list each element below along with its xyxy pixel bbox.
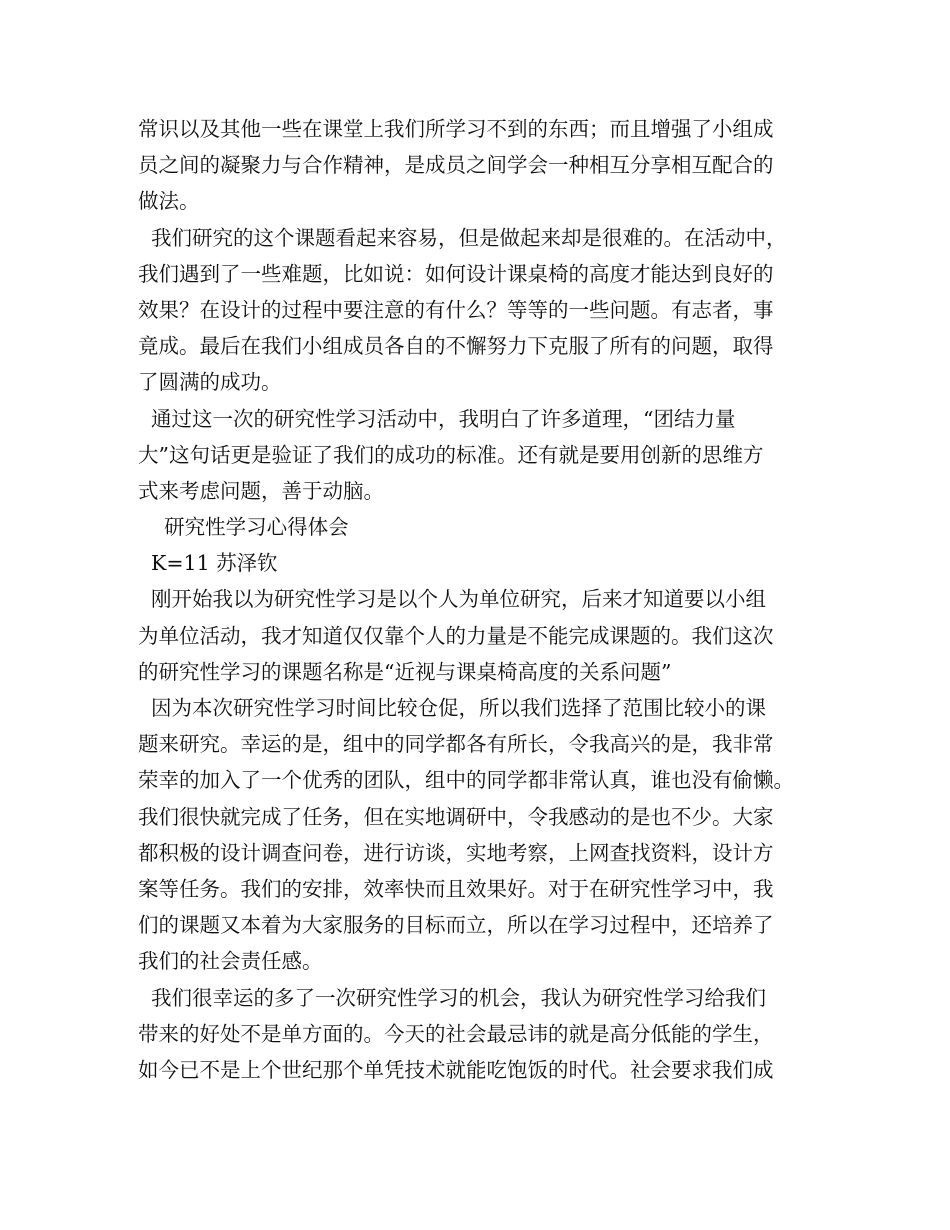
text-line: 我们遇到了一些难题，比如说：如何设计课桌椅的高度才能达到良好的 xyxy=(138,261,774,286)
text-line: 都积极的设计调查问卷，进行访谈，实地考察，上网查找资料，设计方 xyxy=(138,840,774,865)
text-line: 效果？在设计的过程中要注意的有什么？等等的一些问题。有志者，事 xyxy=(138,297,774,322)
text-line: 们的课题又本着为大家服务的目标而立，所以在学习过程中，还培养了 xyxy=(138,913,774,938)
text-line: 荣幸的加入了一个优秀的团队，组中的同学都非常认真，谁也没有偷懒。 xyxy=(138,768,794,793)
text-line: 竟成。最后在我们小组成员各自的不懈努力下克服了所有的问题，取得 xyxy=(138,334,774,359)
text-line: 通过这一次的研究性学习活动中，我明白了许多道理，“团结力量 xyxy=(138,406,736,431)
text-line: 刚开始我以为研究性学习是以个人为单位研究，后来才知道要以小组 xyxy=(138,587,767,612)
text-line: 我们很快就完成了任务，但在实地调研中，令我感动的是也不少。大家 xyxy=(138,804,774,829)
text-line: 式来考虑问题，善于动脑。 xyxy=(138,478,384,503)
text-line: 因为本次研究性学习时间比较仓促，所以我们选择了范围比较小的课 xyxy=(138,696,767,720)
text-line: 大”这句话更是验证了我们的成功的标准。还有就是要用创新的思维方 xyxy=(138,442,764,467)
section-title: 研究性学习心得体会 xyxy=(138,515,349,540)
text-line: 我们很幸运的多了一次研究性学习的机会，我认为研究性学习给我们 xyxy=(138,985,767,1010)
author-line: K=11 苏泽钦 xyxy=(138,551,278,576)
text-line: 案等任务。我们的安排，效率快而且效果好。对于在研究性学习中，我 xyxy=(138,876,774,901)
text-line: 如今已不是上个世纪那个单凭技术就能吃饱饭的时代。社会要求我们成 xyxy=(138,1057,774,1082)
text-line: 员之间的凝聚力与合作精神，是成员之间学会一种相互分享相互配合的 xyxy=(138,153,774,178)
document-body xyxy=(138,111,818,1088)
text-line: 了圆满的成功。 xyxy=(138,370,282,395)
text-line: 常识以及其他一些在课堂上我们所学习不到的东西；而且增强了小组成 xyxy=(138,117,774,141)
text-line: 做法。 xyxy=(138,189,200,214)
text-line: 题来研究。幸运的是，组中的同学都各有所长，令我高兴的是，我非常 xyxy=(138,732,774,757)
text-line: 的研究性学习的课题名称是“近视与课桌椅高度的关系问题” xyxy=(138,659,672,684)
text-line: 我们研究的这个课题看起来容易，但是做起来却是很难的。在活动中， xyxy=(138,225,787,250)
text-line: 为单位活动，我才知道仅仅靠个人的力量是不能完成课题的。我们这次 xyxy=(138,623,774,648)
text-line: 我们的社会责任感。 xyxy=(138,949,323,974)
text-line: 带来的好处不是单方面的。今天的社会最忌讳的就是高分低能的学生， xyxy=(138,1021,774,1046)
